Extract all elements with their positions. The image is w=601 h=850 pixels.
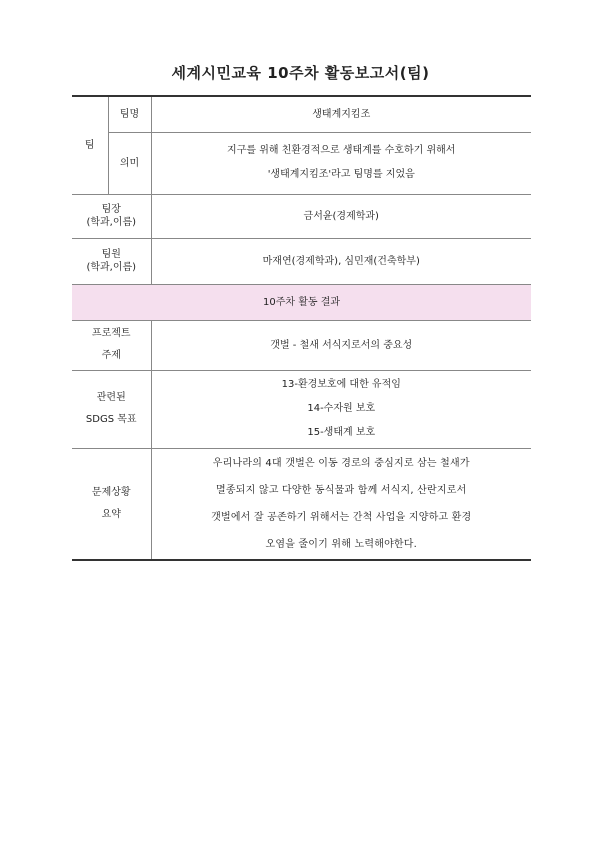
project-row (72, 320, 531, 370)
page-title: 세계시민교육 10주차 활동보고서(팀) (171, 64, 430, 82)
problem-line: 갯벌에서 잘 공존하기 위해서는 간척 사업을 지양하고 환경 (211, 511, 472, 523)
sdgs-goal: 15-생태계 보호 (307, 427, 376, 438)
members-row (72, 238, 531, 284)
sdgs-goal: 14-수자원 보호 (307, 403, 376, 414)
team-meaning-line: '생태계지킴조'라고 팀명를 지었음 (267, 169, 415, 180)
team-name-label: 팀명 (108, 96, 151, 132)
members-value: 마재연(경제학과), 심민재(건축학부) (151, 238, 531, 284)
sdgs-goals (151, 370, 531, 448)
result-header-row (72, 284, 531, 320)
project-label: 프로젝트 주제 (72, 320, 151, 370)
sdgs-row (72, 370, 531, 448)
problem-line: 우리나라의 4대 갯벌은 이동 경로의 중심지로 삼는 철새가 (212, 457, 470, 469)
sdgs-goal: 13-환경보호에 대한 유적임 (281, 379, 401, 390)
team-meaning-line: 지구를 위해 친환경적으로 생태계를 수호하기 위해서 (227, 145, 456, 156)
report-table (72, 95, 531, 561)
team-name-row (72, 96, 531, 132)
problem-summary (151, 448, 531, 560)
leader-row (72, 194, 531, 238)
sdgs-label: 관련된 SDGS 목표 (72, 370, 151, 448)
team-name-value: 생태계지킴조 (151, 96, 531, 132)
problem-label: 문제상황 요약 (72, 448, 151, 560)
project-value: 갯벌 - 철새 서식지로서의 중요성 (151, 320, 531, 370)
team-meaning-label: 의미 (108, 132, 151, 194)
problem-line: 오염을 줄이기 위해 노력해야한다. (265, 538, 418, 550)
members-label: 팀원 (학과,이름) (72, 238, 151, 284)
problem-row (72, 448, 531, 560)
result-header: 10주차 활동 결과 (72, 284, 531, 320)
leader-value: 금서윤(경제학과) (151, 194, 531, 238)
team-section-label: 팀 (72, 96, 108, 194)
team-meaning-row (72, 132, 531, 194)
problem-line: 멸종되지 않고 다양한 동식물과 함께 서식지, 산란지로서 (216, 484, 467, 496)
team-meaning-value (151, 132, 531, 194)
leader-label: 팀장 (학과,이름) (72, 194, 151, 238)
